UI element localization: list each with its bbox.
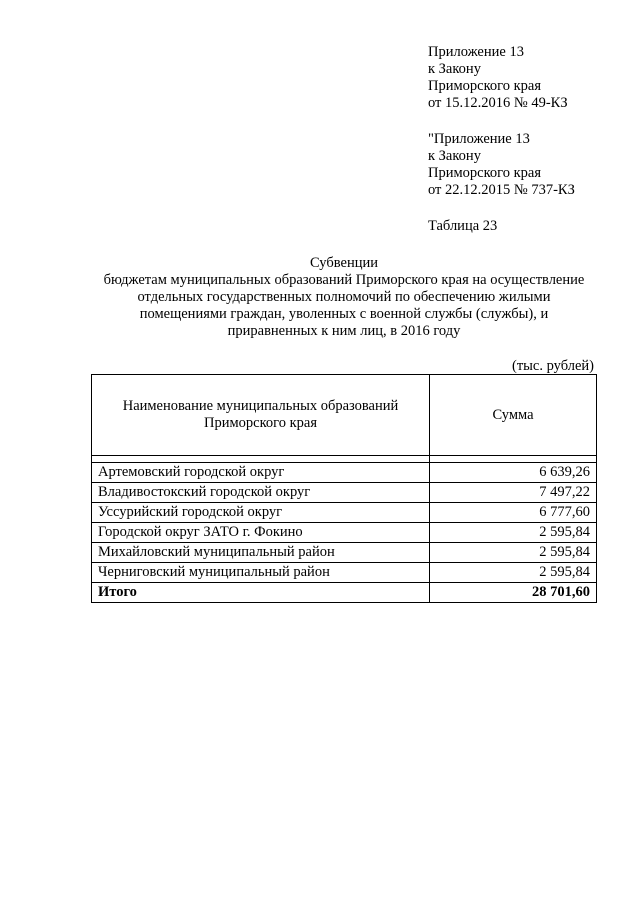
table-total-row <box>92 583 597 603</box>
appendix-current-line: от 15.12.2016 № 49-КЗ <box>428 95 568 111</box>
title-line: помещениями граждан, уволенных с военной службы (службы), и <box>139 306 549 322</box>
header-name-line: Приморского края <box>203 415 317 431</box>
appendix-current-line: Приморского края <box>428 78 542 94</box>
header-amount-cell: Сумма <box>430 375 597 456</box>
total-label: Итого <box>92 583 430 603</box>
units-label: (тыс. рублей) <box>512 358 594 374</box>
table-row <box>92 563 597 583</box>
municipality-name: Городской округ ЗАТО г. Фокино <box>92 523 430 543</box>
table-row <box>92 483 597 503</box>
table-number: Таблица 23 <box>428 218 498 234</box>
header-name-line: Наименование муниципальных образований <box>122 398 399 414</box>
document-title <box>80 255 608 340</box>
table-row <box>92 463 597 483</box>
appendix-previous-line: Приморского края <box>428 165 542 181</box>
municipality-name: Уссурийский городской округ <box>92 503 430 523</box>
amount-value: 2 595,84 <box>430 523 597 543</box>
title-line: Субвенции <box>310 255 378 271</box>
appendix-current-header <box>428 44 628 112</box>
municipality-name: Черниговский муниципальный район <box>92 563 430 583</box>
title-line: приравненных к ним лиц, в 2016 году <box>227 323 461 339</box>
table-spacer-row <box>92 456 597 463</box>
amount-value: 2 595,84 <box>430 543 597 563</box>
appendix-previous-line: к Закону <box>428 148 481 164</box>
total-amount: 28 701,60 <box>430 583 597 603</box>
amount-value: 6 777,60 <box>430 503 597 523</box>
appendix-current-line: к Закону <box>428 61 481 77</box>
appendix-previous-header <box>428 131 628 199</box>
amount-value: 7 497,22 <box>430 483 597 503</box>
header-name-cell <box>92 375 430 456</box>
appendix-current-line: Приложение 13 <box>428 44 524 60</box>
table-row <box>92 503 597 523</box>
appendix-previous-line: от 22.12.2015 № 737-КЗ <box>428 182 575 198</box>
table-row <box>92 523 597 543</box>
amount-value: 6 639,26 <box>430 463 597 483</box>
title-line: бюджетам муниципальных образований Приморского края на осуществление <box>103 272 585 288</box>
municipality-name: Владивостокский городской округ <box>92 483 430 503</box>
table-header-row <box>92 375 597 456</box>
amount-value: 2 595,84 <box>430 563 597 583</box>
appendix-previous-line: "Приложение 13 <box>428 131 530 147</box>
title-line: отдельных государственных полномочий по обеспечению жилыми <box>137 289 551 305</box>
subsidy-table <box>91 374 597 603</box>
spacer-cell <box>430 456 597 463</box>
municipality-name: Михайловский муниципальный район <box>92 543 430 563</box>
municipality-name: Артемовский городской округ <box>92 463 430 483</box>
table-row <box>92 543 597 563</box>
spacer-cell <box>92 456 430 463</box>
